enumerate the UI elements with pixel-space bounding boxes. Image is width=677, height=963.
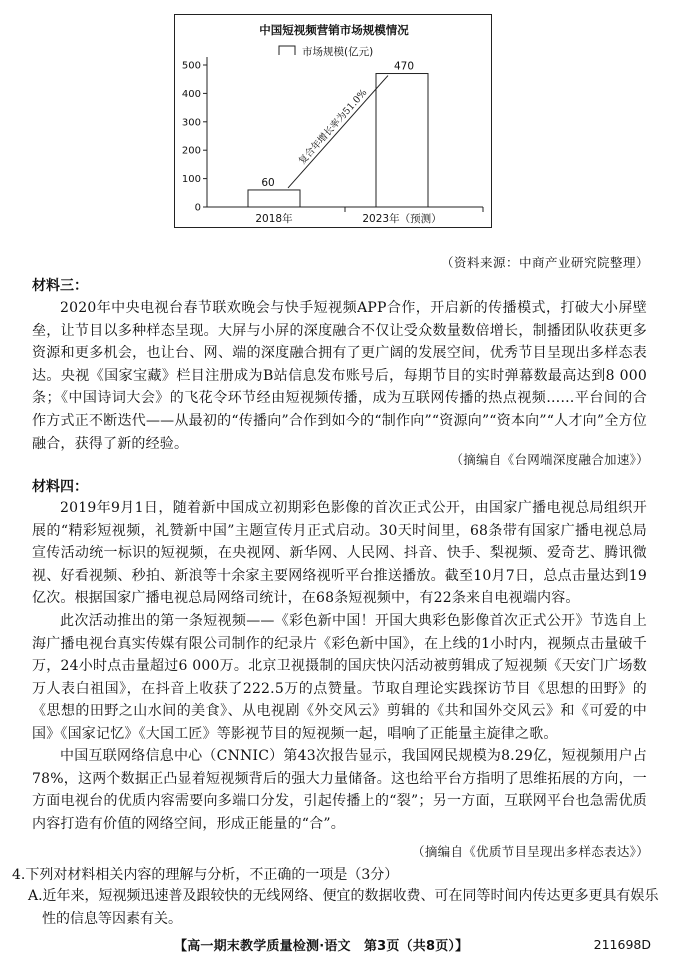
material4-title: 材料四：	[32, 479, 88, 495]
material3-citation: （摘编自《台网端深度融合加速》）	[450, 452, 649, 467]
material4-citation: （摘编自《优质节目呈现出多样态表达》）	[412, 844, 649, 859]
y-tick-label: 0	[194, 202, 201, 214]
growth-annotation: 复合年增长率为51.0%	[296, 87, 370, 167]
y-tick-label: 500	[181, 60, 201, 72]
legend-swatch	[279, 46, 295, 55]
source-note: （资料来源：中商产业研究院整理）	[440, 255, 649, 270]
growth-line	[288, 76, 388, 188]
y-tick-label: 300	[181, 117, 201, 129]
market-size-chart	[174, 14, 492, 228]
y-tick-label: 100	[181, 174, 201, 186]
bar	[376, 74, 428, 207]
y-tick-label: 200	[181, 145, 201, 157]
material3-title: 材料三：	[32, 278, 88, 294]
x-tick-label: 2018年	[255, 213, 293, 225]
chart-title: 中国短视频营销市场规模情况	[259, 23, 409, 37]
material4-paragraph2: 此次活动推出的第一条短视频——《彩色新中国！开国大典彩色影像首次正式公开》节选自上海广播电视台真实传媒有限公司制作的纪录片《彩色新中国》，在上线的1小时内，视频点击量破千万，24小时点击量超过6 000万。北京卫视摄制的国庆快闪活动被剪辑成了短视频《天安门广场数万人表白祖国》，在抖音上收获了222.5万的点赞量。节取自理论实践探访节目《思想的田野》的《思想的田野之山水间的美食》、从电视剧《外交风云》剪辑的《共和国外交风云》和《可爱的中国》《国家记忆》《大国工匠》等影视节目的短视频一起，唱响了正能量主旋律之歌。	[32, 613, 647, 742]
bar-value-label: 470	[393, 60, 415, 73]
page-footer: 【高一期末教学质量检测·语文 第3页（共8页）】	[174, 939, 469, 954]
chart-svg	[175, 15, 493, 229]
bar-value-label: 60	[261, 176, 275, 189]
x-tick-label: 2023年（预测）	[362, 213, 442, 225]
material4-paragraph3: 中国互联网络信息中心（CNNIC）第43次报告显示，我国网民规模为8.29亿，短视频用户占78%，这两个数据正凸显着短视频背后的强大力量储备。这也给平台方指明了思维拓展的方向，一方面电视台的优质内容需要向多端口分发，引起传播上的“裂”；另一方面，互联网平台也急需优质内容打造有价值的网络空间，形成正能量的“合”。	[32, 748, 647, 832]
material4-paragraph1: 2019年9月1日，随着新中国成立初期彩色影像的首次正式公开，由国家广播电视总局组织开展的“精彩短视频，礼赞新中国”主题宣传月正式启动。30天时间里，68条带有国家广播电视总局宣传活动统一标识的短视频，在央视网、新华网、人民网、抖音、快手、梨视频、爱奇艺、腾讯微视、好看视频、秒拍、新浪等十余家主要网络视听平台推送播放。截至10月7日，总点击量达到19亿次。根据国家广播电视总局网络司统计，在68条短视频中，有22条来自电视端内容。	[32, 500, 647, 607]
legend-label: 市场规模(亿元)	[302, 46, 374, 58]
bar	[248, 190, 300, 207]
question-stem: 4.下列对材料相关内容的理解与分析，不正确的一项是（3分）	[12, 867, 399, 883]
material3-paragraph: 2020年中央电视台春节联欢晚会与快手短视频APP合作，开启新的传播模式，打破大小屏壁垒，让节目以多种样态呈现。大屏与小屏的深度融合不仅让受众数量数倍增长，制播团队收获更多资源和更多机会，也让台、网、端的深度融合拥有了更广阔的发展空间，优秀节目呈现出多样态表达。央视《国家宝藏》栏目注册成为B站信息发布账号后，每期节目的实时弹幕数最高达到8 000条；《中国诗词大会》的飞花令环节经由短视频传播，成为互联网传播的热点视频……平台间的合作方式正不断迭代——从最初的“传播向”合作到如今的“制作向”“资源向”“资本向”“人才向”全方位融合，获得了新的经验。	[32, 300, 647, 452]
option-a: A.近年来，短视频迅速普及跟较快的无线网络、便宜的数据收费、可在同等时间内传达更多更具有娱乐性的信息等因素有关。	[28, 888, 659, 927]
footer-code: 211698D	[593, 937, 651, 952]
y-tick-label: 400	[181, 88, 201, 100]
